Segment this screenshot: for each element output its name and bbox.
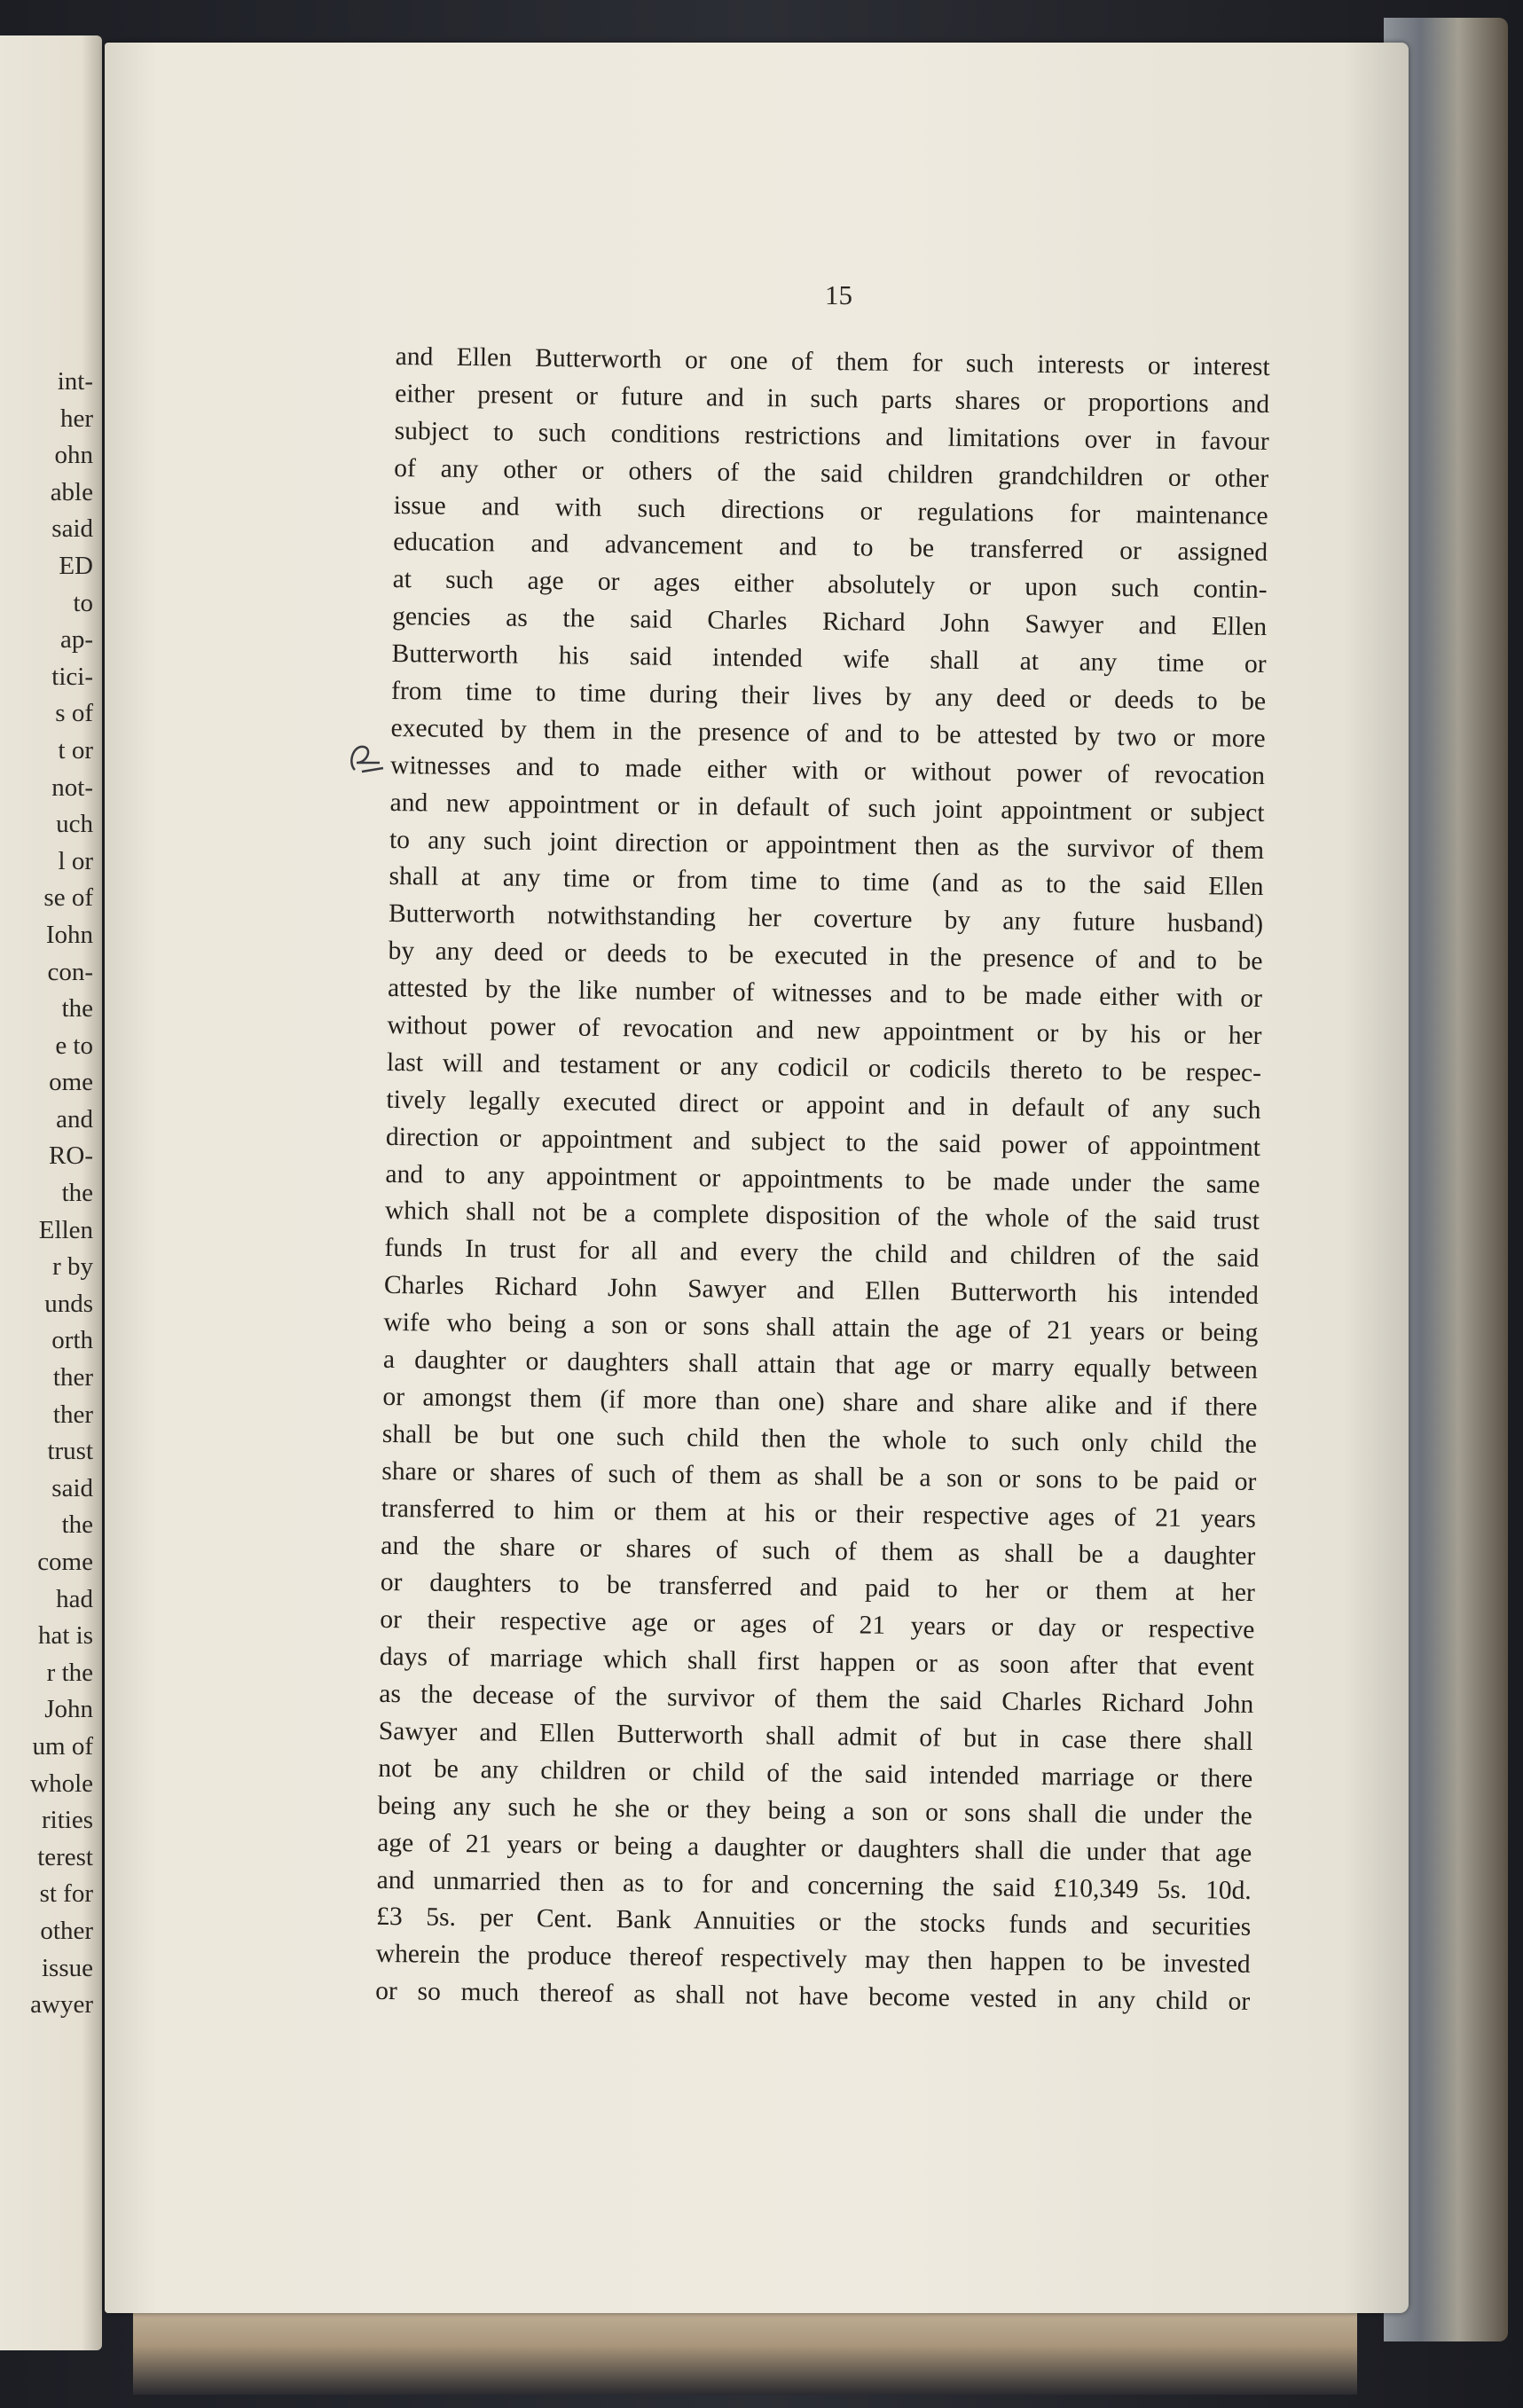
text-line: subject to such conditions restrictions and limitations over in favour xyxy=(394,416,1269,456)
text-line: and Ellen Butterworth or one of them for such interests or interest xyxy=(395,341,1270,382)
text-line: a daughter or daughters shall attain that age or marry equally between xyxy=(382,1345,1259,1385)
text-line: being any such he she or they being a son or sons shall die under the xyxy=(377,1791,1252,1831)
text-line: and unmarried then as to for and concerning the said £10,349 5s. 10d. xyxy=(376,1865,1252,1905)
left-page-line-fragment: and xyxy=(56,1104,93,1133)
left-page-line-fragment: orth xyxy=(51,1326,93,1355)
text-line: and the share or shares of such of them as shall be a daughter xyxy=(381,1531,1256,1571)
left-page-line-fragment: unds xyxy=(44,1289,93,1318)
text-line: wherein the produce thereof respectively may then happen to be invested xyxy=(375,1940,1251,1980)
left-page-line-fragment: her xyxy=(59,404,93,433)
left-page-line-fragment: trust xyxy=(47,1437,93,1466)
left-page-line-fragment: other xyxy=(40,1916,93,1945)
text-line: or so much thereof as shall not have become vested in any child or xyxy=(375,1977,1251,2017)
left-page-line-fragment: issue xyxy=(42,1953,93,1982)
text-line: shall at any time or from time to time (and as to the said Ellen xyxy=(389,862,1264,902)
body-text-column xyxy=(375,339,1270,2021)
left-page-line-fragment: the xyxy=(61,1179,93,1208)
left-page-line-fragment: hat is xyxy=(37,1621,93,1651)
left-page-line-fragment: ther xyxy=(52,1400,93,1429)
left-page-line-fragment: con- xyxy=(47,957,93,986)
text-line: or amongst them (if more than one) share and share alike and if there xyxy=(382,1382,1258,1422)
text-line: issue and with such directions or regulations for maintenance xyxy=(393,490,1268,530)
text-line: at such age or ages either absolutely or upon such contin- xyxy=(392,565,1268,605)
text-line: gencies as the said Charles Richard John Sawyer and Ellen xyxy=(391,602,1268,642)
text-line: which shall not be a complete disposition of the whole of the said trust xyxy=(384,1196,1260,1236)
text-line: Charles Richard John Sawyer and Ellen Butterworth his intended xyxy=(383,1271,1260,1311)
left-page-line-fragment: to xyxy=(73,588,93,617)
text-line: as the decease of the survivor of them the said Charles Richard John xyxy=(379,1679,1254,1719)
text-line: direction or appointment and subject to the said power of appointment xyxy=(385,1122,1261,1162)
pencil-annotation-mark xyxy=(344,736,389,780)
text-line: shall be but one such child then the whole to such only child the xyxy=(381,1419,1258,1459)
text-line: and new appointment or in default of such joint appointment or subject xyxy=(389,788,1265,828)
left-page-line-fragment: e to xyxy=(55,1031,93,1060)
text-line: from time to time during their lives by any deed or deeds to be xyxy=(390,676,1267,717)
text-line: of any other or others of the said children grandchildren or other xyxy=(394,453,1269,493)
left-page-line-fragment: rities xyxy=(42,1806,93,1835)
text-line: tively legally executed direct or appoint and in default of any such xyxy=(386,1085,1261,1125)
page-number: 15 xyxy=(825,279,852,310)
text-line: executed by them in the presence of and to be attested by two or more xyxy=(390,713,1266,753)
text-line: wife who being a son or sons shall attain the age of 21 years or being xyxy=(383,1308,1259,1348)
text-line: Butterworth notwithstanding her coverture by any future husband) xyxy=(388,899,1264,939)
left-page-line-fragment: ap- xyxy=(59,625,93,655)
left-page-line-fragment: Ellen xyxy=(38,1215,93,1244)
left-page-line-fragment: s of xyxy=(55,699,93,728)
text-line: not be any children or child of the said intended marriage or there xyxy=(378,1753,1253,1793)
left-page-line-fragment: said xyxy=(51,1473,93,1502)
text-line: transferred to him or them at his or their respective ages of 21 years xyxy=(381,1494,1257,1533)
text-line: and to any appointment or appointments to be made under the same xyxy=(385,1159,1260,1199)
left-page-line-fragment: come xyxy=(37,1548,93,1576)
text-line: education and advancement and to be transferred or assigned xyxy=(393,528,1268,568)
text-line: or their respective age or ages of 21 years or day or respective xyxy=(380,1605,1255,1645)
text-line: attested by the like number of witnesses and to be made either with or xyxy=(387,974,1263,1014)
text-line: age of 21 years or being a daughter or daughters shall die under that age xyxy=(377,1828,1252,1868)
text-line: either present or future and in such parts shares or proportions and xyxy=(395,379,1270,419)
left-page-line-fragment: ohn xyxy=(54,441,93,470)
left-page-line-fragment: said xyxy=(51,514,93,544)
text-line: Sawyer and Ellen Butterworth shall admit of but in case there shall xyxy=(378,1716,1253,1756)
left-page-line-fragment: the xyxy=(61,994,93,1024)
text-line: by any deed or deeds to be executed in the presence of and to be xyxy=(388,937,1263,977)
left-page-line-fragment: John xyxy=(44,1695,93,1724)
left-page-line-fragment: able xyxy=(50,477,93,506)
left-page-line-fragment: the xyxy=(61,1510,93,1540)
left-page-line-fragment: l or xyxy=(58,846,93,875)
left-page-line-fragment: RO- xyxy=(49,1141,93,1171)
text-line: days of marriage which shall first happen or as soon after that event xyxy=(379,1643,1254,1682)
left-page-line-fragment: se of xyxy=(43,883,93,913)
text-line: funds In trust for all and every the child and children of the said xyxy=(384,1234,1260,1274)
left-page xyxy=(0,35,102,2350)
left-page-line-fragment: not- xyxy=(51,773,93,802)
left-page-line-fragment: int- xyxy=(57,367,93,396)
left-page-line-fragment: r the xyxy=(46,1658,93,1687)
left-page-line-fragment: ome xyxy=(49,1068,93,1097)
text-line: witnesses and to made either with or without power of revocation xyxy=(389,750,1266,790)
left-page-line-fragment: uch xyxy=(56,810,93,839)
left-page-line-fragment: tici- xyxy=(51,662,93,691)
left-page-line-fragment: terest xyxy=(37,1842,93,1871)
left-page-line-fragment: ED xyxy=(59,551,93,580)
left-page-line-fragment: Iohn xyxy=(45,920,93,949)
text-line: or daughters to be transferred and paid to her or them at her xyxy=(380,1568,1255,1608)
text-line: to any such joint direction or appointment then as the survivor of them xyxy=(389,825,1265,865)
text-line: Butterworth his said intended wife shall at any time or xyxy=(391,639,1267,679)
left-page-line-fragment: whole xyxy=(30,1769,93,1798)
text-line: share or shares of such of them as shall be a son or sons to be paid or xyxy=(381,1456,1257,1496)
text-line: £3 5s. per Cent. Bank Annuities or the stocks funds and securities xyxy=(376,1902,1252,1942)
text-line: without power of revocation and new appointment or by his or her xyxy=(387,1010,1262,1051)
text-line: last will and testament or any codicil or codicils thereto to be respec- xyxy=(386,1047,1262,1087)
left-page-line-fragment: t or xyxy=(58,735,93,765)
left-page-line-fragment: awyer xyxy=(30,1990,93,2020)
left-page-text xyxy=(0,364,93,2024)
left-page-line-fragment: ther xyxy=(52,1363,93,1392)
left-page-line-fragment: um of xyxy=(32,1731,93,1761)
left-page-line-fragment: had xyxy=(56,1584,93,1613)
left-page-line-fragment: st for xyxy=(39,1879,93,1909)
left-page-line-fragment: r by xyxy=(52,1252,93,1282)
